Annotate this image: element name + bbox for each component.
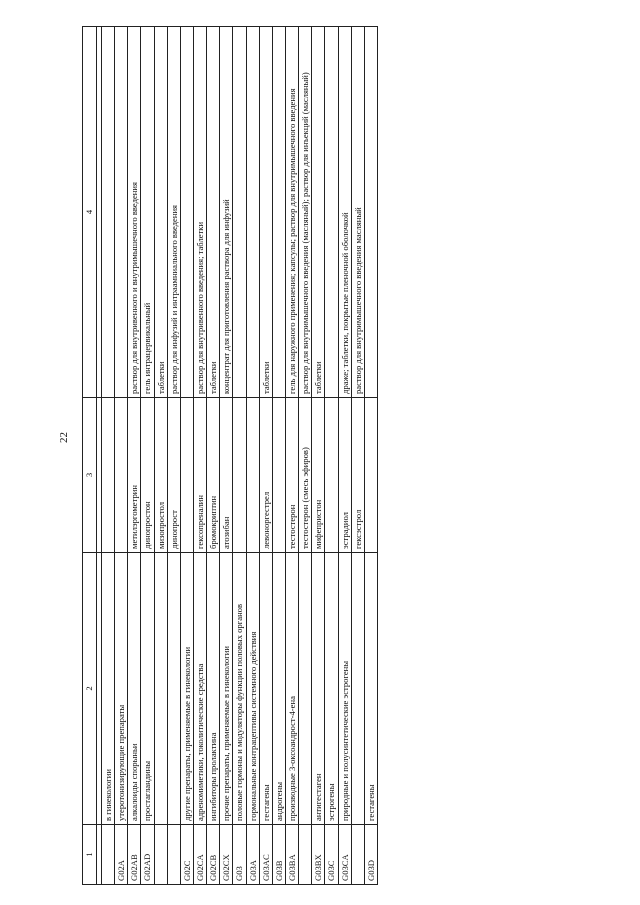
name-cell: простагландины bbox=[141, 553, 154, 825]
substance-cell: эстрадиол bbox=[338, 398, 351, 553]
column-header: 1 bbox=[83, 825, 97, 885]
table-row bbox=[115, 27, 128, 885]
form-cell bbox=[272, 27, 285, 398]
form-cell bbox=[325, 27, 338, 398]
code-cell: G03BA bbox=[285, 825, 298, 885]
substance-cell bbox=[272, 398, 285, 553]
name-cell: утеротонизирующие препараты bbox=[115, 553, 128, 825]
form-cell: раствор для внутримышечного введения масляный bbox=[351, 27, 364, 398]
name-cell: производные 3-оксоандрост-4-ена bbox=[285, 553, 298, 825]
name-cell: природные и полусинтетические эстрогены bbox=[338, 553, 351, 825]
code-cell: G03BX bbox=[312, 825, 325, 885]
form-cell bbox=[102, 27, 115, 398]
table-row bbox=[364, 27, 377, 885]
name-cell: в гинекологии bbox=[102, 553, 115, 825]
code-cell: G02C bbox=[180, 825, 193, 885]
name-cell: гормональные контрацептивы системного действия bbox=[246, 553, 259, 825]
code-cell: G02A bbox=[115, 825, 128, 885]
table-row bbox=[180, 27, 193, 885]
substance-cell: динопрост bbox=[167, 398, 180, 553]
column-header: 4 bbox=[83, 27, 97, 398]
form-cell bbox=[233, 27, 246, 398]
form-cell: таблетки bbox=[207, 27, 220, 398]
name-cell bbox=[351, 553, 364, 825]
code-cell bbox=[167, 825, 180, 885]
form-cell: раствор для внутривенного и внутримышечного введения bbox=[128, 27, 141, 398]
substance-cell bbox=[102, 398, 115, 553]
table-row bbox=[325, 27, 338, 885]
table-row bbox=[207, 27, 220, 885]
name-cell: эстрогены bbox=[325, 553, 338, 825]
name-cell: адреномиметики, токолитические средства bbox=[193, 553, 206, 825]
substance-cell bbox=[325, 398, 338, 553]
name-cell: гестагены bbox=[364, 553, 377, 825]
name-cell: гестагены bbox=[259, 553, 272, 825]
substance-cell: метилэргометрин bbox=[128, 398, 141, 553]
substance-cell: гексэстрол bbox=[351, 398, 364, 553]
table-row bbox=[193, 27, 206, 885]
name-cell bbox=[167, 553, 180, 825]
table-row bbox=[338, 27, 351, 885]
form-cell: таблетки bbox=[154, 27, 167, 398]
form-cell bbox=[180, 27, 193, 398]
form-cell: раствор для внутривенного введения; таблетки bbox=[193, 27, 206, 398]
substance-cell: мифепристон bbox=[312, 398, 325, 553]
table-row bbox=[141, 27, 154, 885]
code-cell: G02CX bbox=[220, 825, 233, 885]
substance-cell: левоноргестрел bbox=[259, 398, 272, 553]
form-cell bbox=[364, 27, 377, 398]
code-cell: G03D bbox=[364, 825, 377, 885]
substance-cell: бромокриптин bbox=[207, 398, 220, 553]
name-cell: антигестаген bbox=[312, 553, 325, 825]
page-number: 22 bbox=[58, 432, 70, 443]
table-row bbox=[312, 27, 325, 885]
table-row bbox=[299, 27, 312, 885]
header-row bbox=[83, 27, 97, 885]
code-cell: G03C bbox=[325, 825, 338, 885]
code-cell: G03A bbox=[246, 825, 259, 885]
code-cell bbox=[351, 825, 364, 885]
name-cell bbox=[299, 553, 312, 825]
code-cell: G02AD bbox=[141, 825, 154, 885]
name-cell: половые гормоны и модуляторы функции половых органов bbox=[233, 553, 246, 825]
column-header: 2 bbox=[83, 553, 97, 825]
form-cell: таблетки bbox=[259, 27, 272, 398]
table-row bbox=[246, 27, 259, 885]
table-row bbox=[285, 27, 298, 885]
table-row bbox=[220, 27, 233, 885]
code-cell bbox=[299, 825, 312, 885]
substance-cell: тестостерон bbox=[285, 398, 298, 553]
table-row bbox=[167, 27, 180, 885]
code-cell: G03 bbox=[233, 825, 246, 885]
table-row bbox=[154, 27, 167, 885]
substance-cell: тестостерон (смесь эфиров) bbox=[299, 398, 312, 553]
code-cell: G03CA bbox=[338, 825, 351, 885]
table-row bbox=[233, 27, 246, 885]
name-cell: андрогены bbox=[272, 553, 285, 825]
form-cell bbox=[246, 27, 259, 398]
form-cell: раствор для инфузий и интраамниального введения bbox=[167, 27, 180, 398]
form-cell bbox=[115, 27, 128, 398]
substance-cell: мизопростол bbox=[154, 398, 167, 553]
substance-cell bbox=[115, 398, 128, 553]
name-cell bbox=[154, 553, 167, 825]
substance-cell bbox=[233, 398, 246, 553]
substance-cell bbox=[364, 398, 377, 553]
code-cell: G03B bbox=[272, 825, 285, 885]
table-row bbox=[351, 27, 364, 885]
table-row bbox=[102, 27, 115, 885]
form-cell: раствор для внутримышечного введения (масляный); раствор для инъекций (масляный) bbox=[299, 27, 312, 398]
code-cell: G02CA bbox=[193, 825, 206, 885]
substance-cell: гексопреналин bbox=[193, 398, 206, 553]
substance-cell: динопростон bbox=[141, 398, 154, 553]
drug-table bbox=[82, 26, 378, 885]
name-cell: алкалоиды спорыньи bbox=[128, 553, 141, 825]
substance-cell: атозибан bbox=[220, 398, 233, 553]
table-row bbox=[259, 27, 272, 885]
code-cell: G02AB bbox=[128, 825, 141, 885]
code-cell bbox=[154, 825, 167, 885]
table-row bbox=[272, 27, 285, 885]
code-cell: G03AC bbox=[259, 825, 272, 885]
form-cell: гель интрацервикальный bbox=[141, 27, 154, 398]
substance-cell bbox=[180, 398, 193, 553]
code-cell: G02CB bbox=[207, 825, 220, 885]
table-row bbox=[128, 27, 141, 885]
code-cell bbox=[102, 825, 115, 885]
form-cell: таблетки bbox=[312, 27, 325, 398]
form-cell: драже; таблетки, покрытые пленочной оболочкой bbox=[338, 27, 351, 398]
column-header: 3 bbox=[83, 398, 97, 553]
name-cell: прочие препараты, применяемые в гинекологии bbox=[220, 553, 233, 825]
form-cell: концентрат для приготовления раствора для инфузий bbox=[220, 27, 233, 398]
substance-cell bbox=[246, 398, 259, 553]
form-cell: гель для наружного применения; капсулы; раствор для внутримышечного введения bbox=[285, 27, 298, 398]
name-cell: ингибиторы пролактина bbox=[207, 553, 220, 825]
name-cell: другие препараты, применяемые в гинекологии bbox=[180, 553, 193, 825]
